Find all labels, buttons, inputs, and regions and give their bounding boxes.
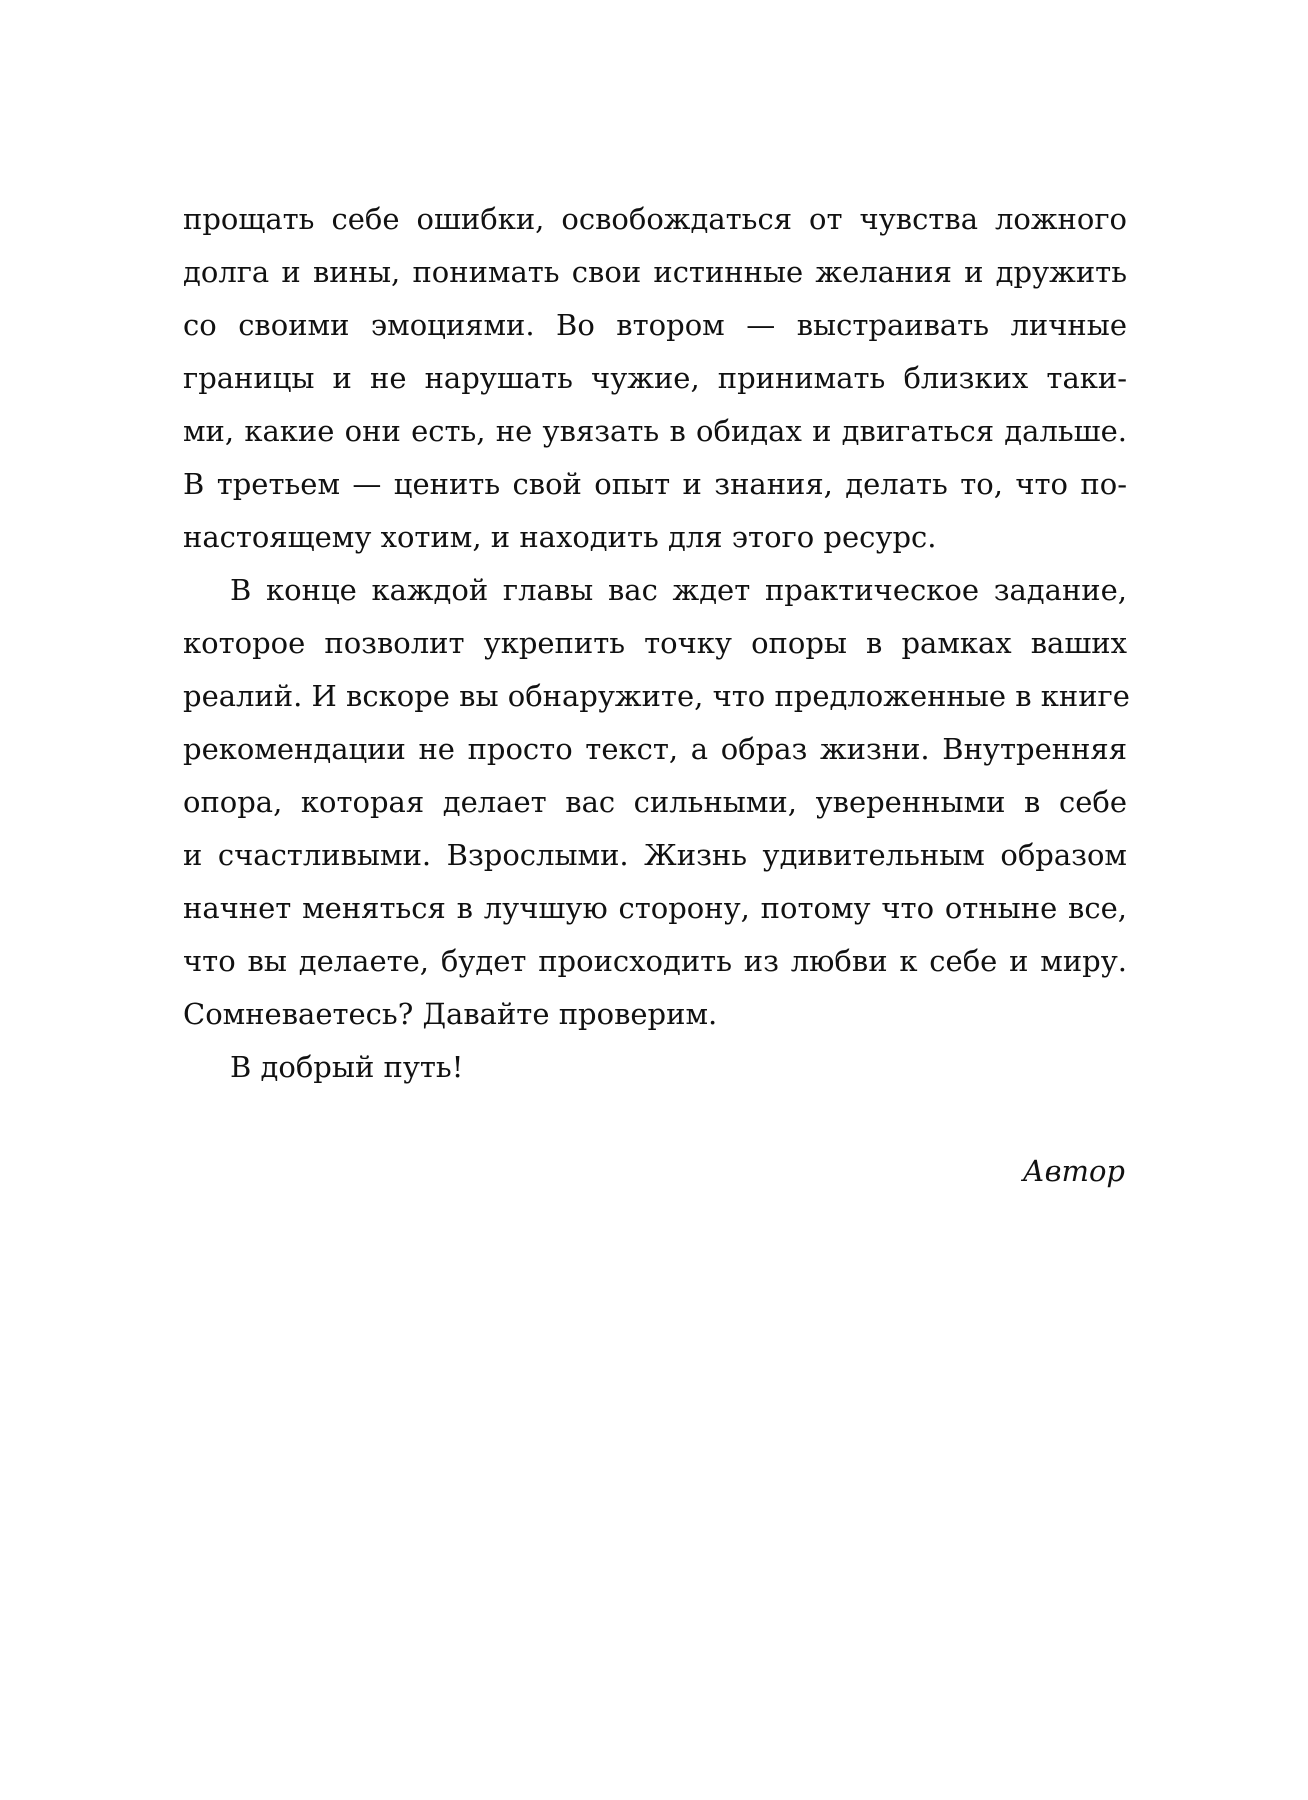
text-line: границы и не нарушать чужие, принимать близких таки- xyxy=(183,361,1127,395)
body-text xyxy=(183,193,1130,1094)
paragraph-1 xyxy=(183,193,1127,564)
paragraph-3 xyxy=(183,1041,1127,1094)
text-line: что вы делаете, будет происходить из любви к себе и миру. xyxy=(183,944,1127,978)
text-line: ми, какие они есть, не увязать в обидах и двигаться дальше. xyxy=(183,414,1127,448)
text-line: реалий. И вскоре вы обнаружите, что предложенные в книге xyxy=(183,679,1130,713)
author-signature: Автор xyxy=(1022,1154,1125,1188)
text-line: начнет меняться в лучшую сторону, потому что отныне все, xyxy=(183,891,1127,925)
text-line: настоящему хотим, и находить для этого ресурс. xyxy=(183,520,937,554)
text-line: Сомневаетесь? Давайте проверим. xyxy=(183,997,718,1031)
text-line: В конце каждой главы вас ждет практическое задание, xyxy=(230,573,1127,607)
text-line: рекомендации не просто текст, а образ жизни. Внутренняя xyxy=(183,732,1127,766)
paragraph-2 xyxy=(183,564,1130,1041)
text-line: долга и вины, понимать свои истинные желания и дружить xyxy=(183,255,1127,289)
text-line: со своими эмоциями. Во втором — выстраивать личные xyxy=(183,308,1127,342)
text-line: В добрый путь! xyxy=(230,1050,464,1084)
text-line: В третьем — ценить свой опыт и знания, делать то, что по- xyxy=(183,467,1127,501)
text-line: опора, которая делает вас сильными, уверенными в себе xyxy=(183,785,1127,819)
text-line: и счастливыми. Взрослыми. Жизнь удивительным образом xyxy=(183,838,1127,872)
text-line: которое позволит укрепить точку опоры в рамках ваших xyxy=(183,626,1127,660)
text-line: прощать себе ошибки, освобождаться от чувства ложного xyxy=(183,202,1127,236)
